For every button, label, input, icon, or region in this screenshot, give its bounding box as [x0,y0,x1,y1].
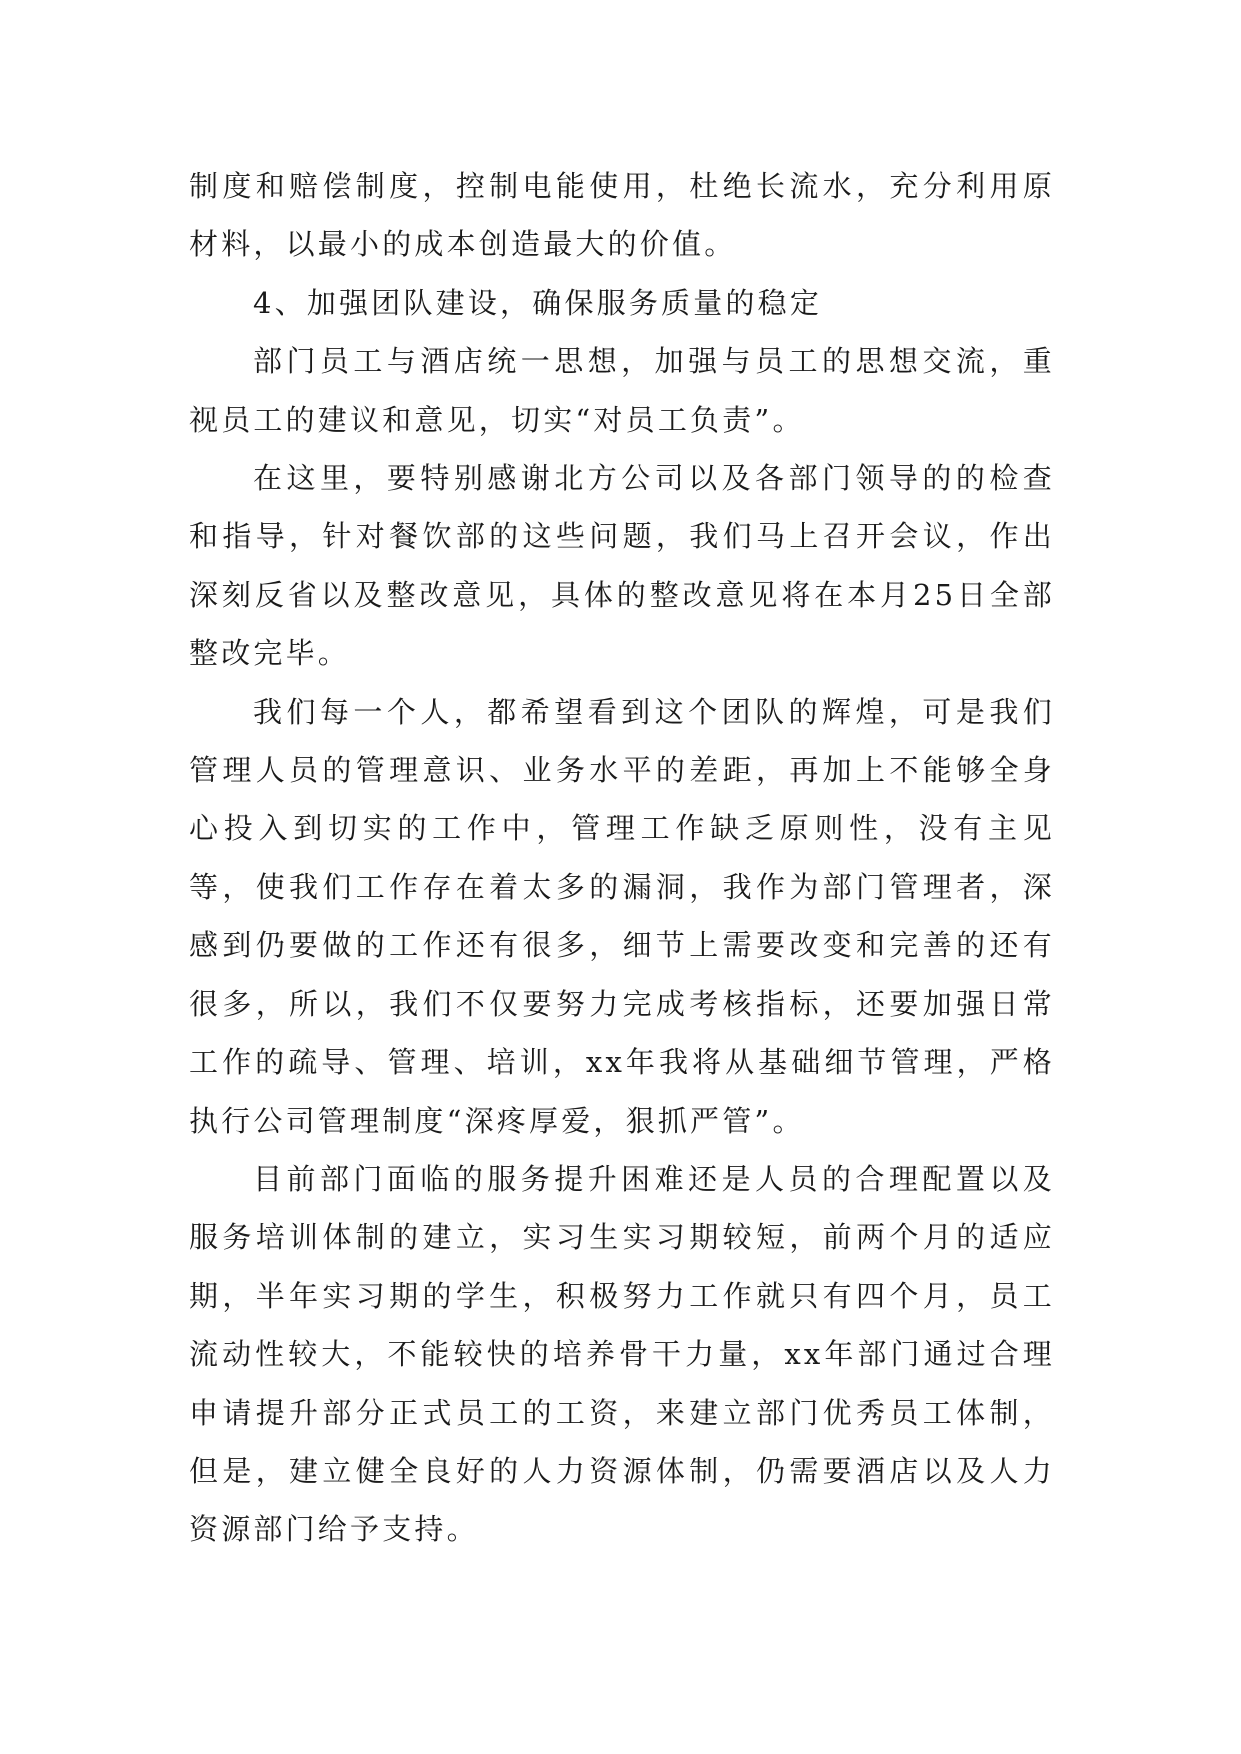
paragraph-staffing-challenges: 目前部门面临的服务提升困难还是人员的合理配置以及服务培训体制的建立，实习生实习期较短，前两个月的适应期，半年实习期的学生，积极努力工作就只有四个月，员工流动性较大，不能较快的培养骨干力量，xx年部门通过合理申请提升部分正式员工的工资，来建立部门优秀员工体制，但是，建立健全良好的人力资源体制，仍需要酒店以及人力资源部门给予支持。 [189,1161,1055,1547]
paragraph-management-reflection: 我们每一个人，都希望看到这个团队的辉煌，可是我们管理人员的管理意识、业务水平的差距，再加上不能够全身心投入到切实的工作中，管理工作缺乏原则性，没有主见等，使我们工作存在着太多的漏洞，我作为部门管理者，深感到仍要做的工作还有很多，细节上需要改变和完善的还有很多，所以，我们不仅要努力完成考核指标，还要加强日常工作的疏导、管理、培训，xx年我将从基础细节管理，严格执行公司管理制度“深疼厚爱，狠抓严管”。 [189,694,1055,1138]
section-heading-team-building: 4、加强团队建设，确保服务质量的稳定 [253,285,823,320]
paragraph-inspection-thanks: 在这里，要特别感谢北方公司以及各部门领导的的检查和指导，针对餐饮部的这些问题，我们马上召开会议，作出深刻反省以及整改意见，具体的整改意见将在本月25日全部整改完毕。 [189,461,1055,671]
document-body [189,157,1055,1559]
paragraph-employee-communication: 部门员工与酒店统一思想，加强与员工的思想交流，重视员工的建议和意见，切实“对员工负责”。 [189,344,1055,437]
paragraph-cost-control-continuation: 制度和赔偿制度，控制电能使用，杜绝长流水，充分利用原材料，以最小的成本创造最大的价值。 [189,169,1055,262]
